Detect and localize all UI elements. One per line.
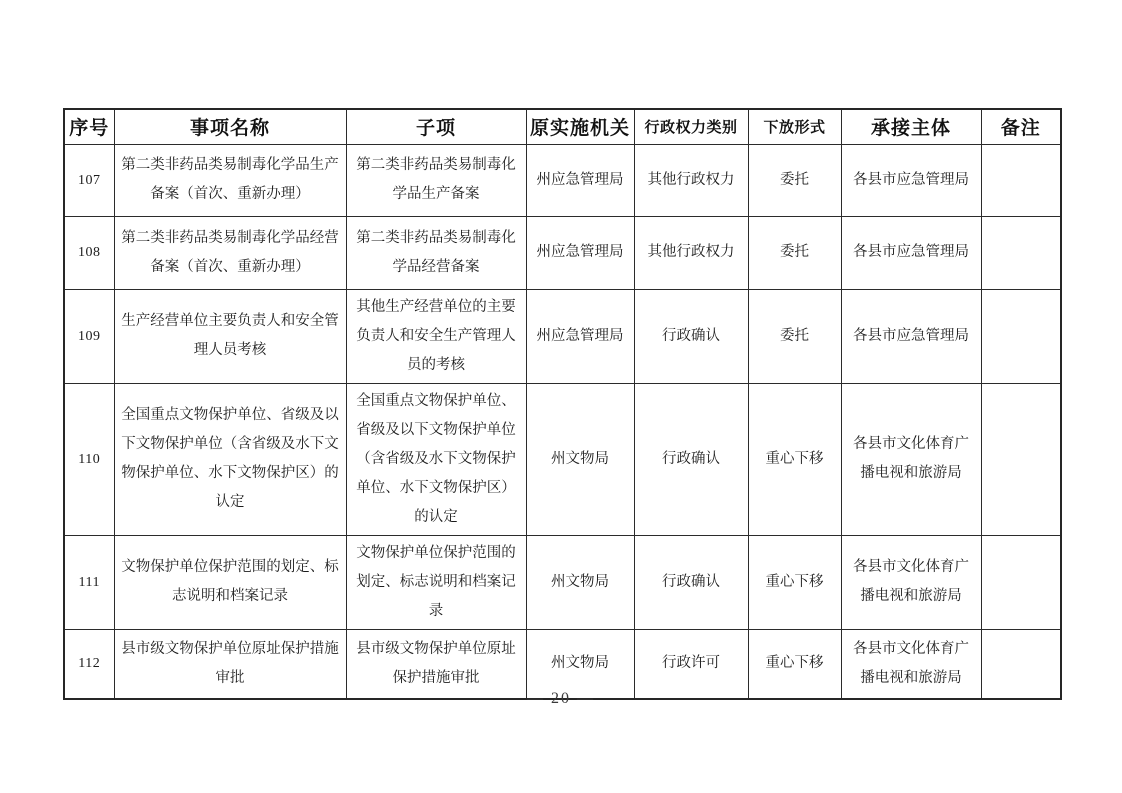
cell-remark [981, 629, 1061, 699]
cell-remark [981, 535, 1061, 629]
cell-delegation-form: 委托 [748, 144, 841, 216]
page-number: — 20 — [527, 690, 595, 707]
cell-power-type: 其他行政权力 [634, 144, 748, 216]
cell-index: 107 [64, 144, 114, 216]
cell-item-name: 文物保护单位保护范围的划定、标志说明和档案记录 [114, 535, 346, 629]
cell-undertaker: 各县市应急管理局 [841, 144, 981, 216]
cell-sub-item: 第二类非药品类易制毒化学品生产备案 [346, 144, 526, 216]
col-header-power-type: 行政权力类别 [634, 109, 748, 144]
cell-sub-item: 文物保护单位保护范围的划定、标志说明和档案记录 [346, 535, 526, 629]
cell-index: 112 [64, 629, 114, 699]
cell-item-name: 第二类非药品类易制毒化学品生产备案（首次、重新办理） [114, 144, 346, 216]
cell-index: 110 [64, 383, 114, 535]
cell-index: 108 [64, 216, 114, 289]
col-header-delegation-form: 下放形式 [748, 109, 841, 144]
cell-sub-item: 第二类非药品类易制毒化学品经营备案 [346, 216, 526, 289]
cell-undertaker: 各县市文化体育广播电视和旅游局 [841, 535, 981, 629]
cell-power-type: 行政确认 [634, 289, 748, 383]
cell-sub-item: 县市级文物保护单位原址保护措施审批 [346, 629, 526, 699]
cell-delegation-form: 重心下移 [748, 535, 841, 629]
col-header-remark: 备注 [981, 109, 1061, 144]
cell-delegation-form: 委托 [748, 289, 841, 383]
table-row [64, 383, 1061, 535]
table-row [64, 535, 1061, 629]
cell-item-name: 生产经营单位主要负责人和安全管理人员考核 [114, 289, 346, 383]
table-header-row [64, 109, 1061, 144]
cell-original-agency: 州文物局 [526, 535, 634, 629]
cell-original-agency: 州应急管理局 [526, 289, 634, 383]
cell-power-type: 行政许可 [634, 629, 748, 699]
cell-remark [981, 144, 1061, 216]
col-header-original-agency: 原实施机关 [526, 109, 634, 144]
cell-power-type: 行政确认 [634, 383, 748, 535]
table-row [64, 629, 1061, 699]
col-header-undertaker: 承接主体 [841, 109, 981, 144]
table-row [64, 216, 1061, 289]
cell-undertaker: 各县市应急管理局 [841, 289, 981, 383]
col-header-index: 序号 [64, 109, 114, 144]
cell-remark [981, 216, 1061, 289]
cell-undertaker: 各县市文化体育广播电视和旅游局 [841, 629, 981, 699]
cell-delegation-form: 重心下移 [748, 629, 841, 699]
cell-delegation-form: 委托 [748, 216, 841, 289]
table-row [64, 144, 1061, 216]
cell-sub-item: 全国重点文物保护单位、省级及以下文物保护单位（含省级及水下文物保护单位、水下文物保护区）的认定 [346, 383, 526, 535]
cell-remark [981, 383, 1061, 535]
cell-index: 109 [64, 289, 114, 383]
cell-remark [981, 289, 1061, 383]
cell-item-name: 第二类非药品类易制毒化学品经营备案（首次、重新办理） [114, 216, 346, 289]
cell-undertaker: 各县市文化体育广播电视和旅游局 [841, 383, 981, 535]
cell-original-agency: 州应急管理局 [526, 216, 634, 289]
cell-item-name: 全国重点文物保护单位、省级及以下文物保护单位（含省级及水下文物保护单位、水下文物保护区）的认定 [114, 383, 346, 535]
cell-item-name: 县市级文物保护单位原址保护措施审批 [114, 629, 346, 699]
delegated-items-table [63, 108, 1062, 700]
cell-power-type: 其他行政权力 [634, 216, 748, 289]
cell-original-agency: 州文物局 [526, 629, 634, 699]
cell-undertaker: 各县市应急管理局 [841, 216, 981, 289]
cell-original-agency: 州应急管理局 [526, 144, 634, 216]
cell-delegation-form: 重心下移 [748, 383, 841, 535]
cell-sub-item: 其他生产经营单位的主要负责人和安全生产管理人员的考核 [346, 289, 526, 383]
col-header-sub-item: 子项 [346, 109, 526, 144]
cell-original-agency: 州文物局 [526, 383, 634, 535]
cell-index: 111 [64, 535, 114, 629]
table-body [64, 144, 1061, 699]
col-header-item-name: 事项名称 [114, 109, 346, 144]
table-row [64, 289, 1061, 383]
cell-power-type: 行政确认 [634, 535, 748, 629]
